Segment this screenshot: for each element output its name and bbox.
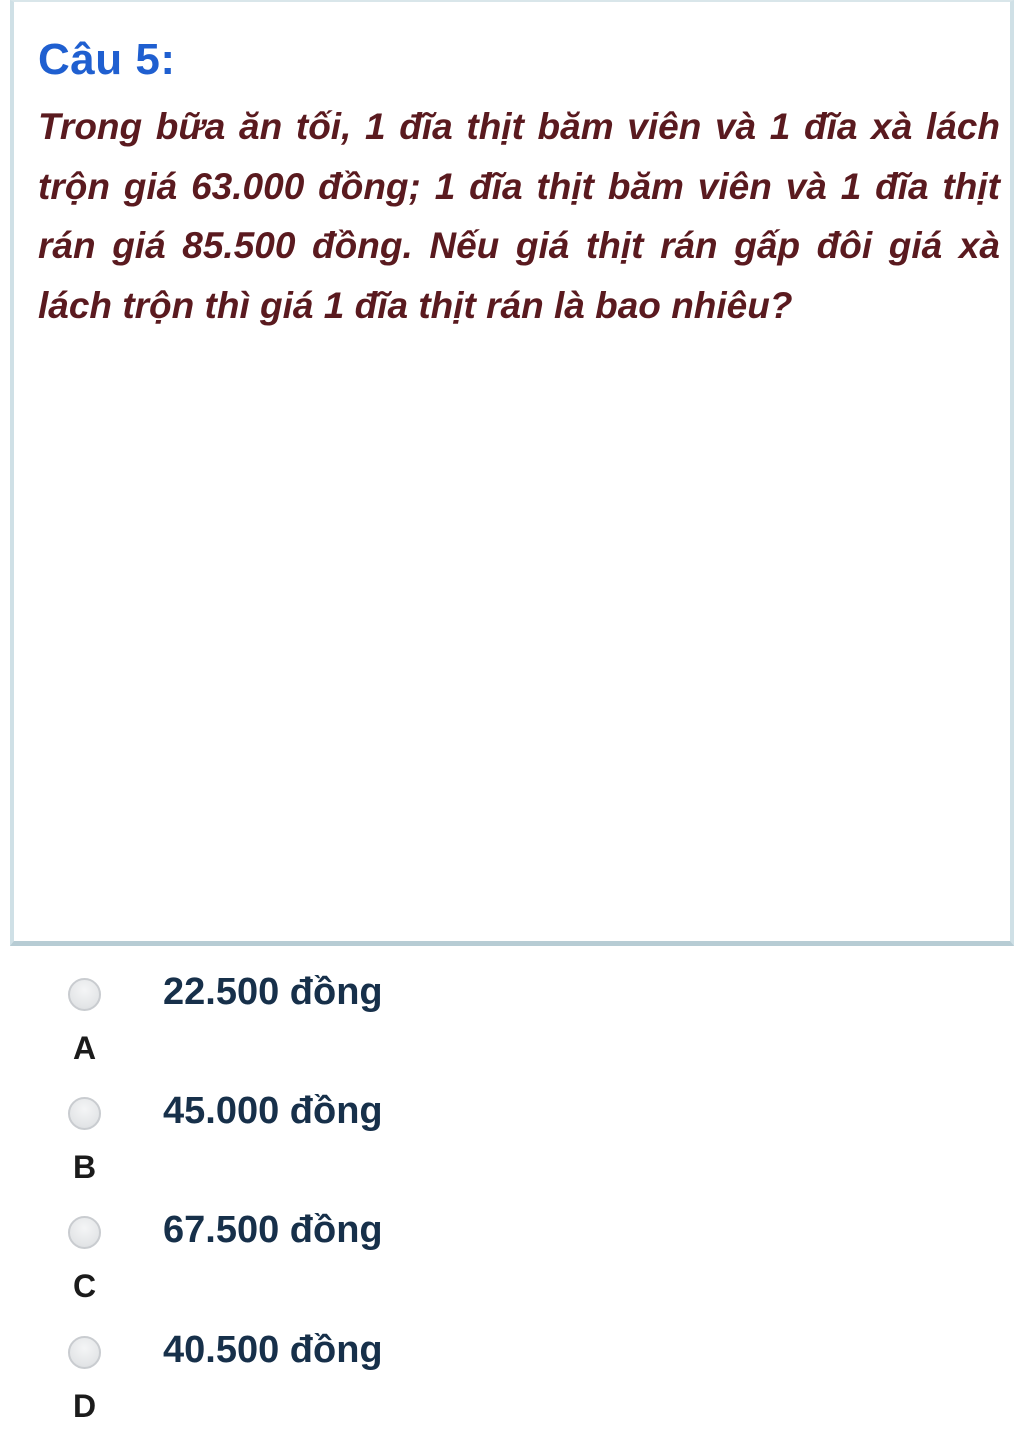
option-a[interactable]	[0, 971, 1024, 1098]
option-b[interactable]	[0, 1090, 1024, 1217]
option-letter: D	[73, 1388, 97, 1424]
option-letter: B	[73, 1149, 97, 1185]
option-text[interactable]: 22.500 đồng	[163, 971, 383, 1013]
radio-button-icon[interactable]	[68, 1336, 101, 1369]
question-text: Trong bữa ăn tối, 1 đĩa thịt băm viên và 1 đĩa xà lách trộn giá 63.000 đồng; 1 đĩa thịt băm viên và 1 đĩa thịt rán giá 85.500 đồng. Nếu giá thịt rán gấp đôi giá xà lách trộn thì giá 1 đĩa thịt rán là bao nhiêu?	[38, 106, 1000, 326]
radio-button-icon[interactable]	[68, 1216, 101, 1249]
option-letter: A	[73, 1030, 97, 1066]
option-d[interactable]	[0, 1329, 1024, 1456]
radio-button-icon[interactable]	[68, 1097, 101, 1130]
option-c[interactable]	[0, 1209, 1024, 1336]
radio-button-icon[interactable]	[68, 978, 101, 1011]
option-text[interactable]: 40.500 đồng	[163, 1329, 383, 1371]
question-title: Câu 5:	[38, 35, 176, 84]
option-text[interactable]: 67.500 đồng	[163, 1209, 383, 1251]
question-card	[10, 0, 1014, 946]
option-text[interactable]: 45.000 đồng	[163, 1090, 383, 1132]
option-letter: C	[73, 1268, 97, 1304]
